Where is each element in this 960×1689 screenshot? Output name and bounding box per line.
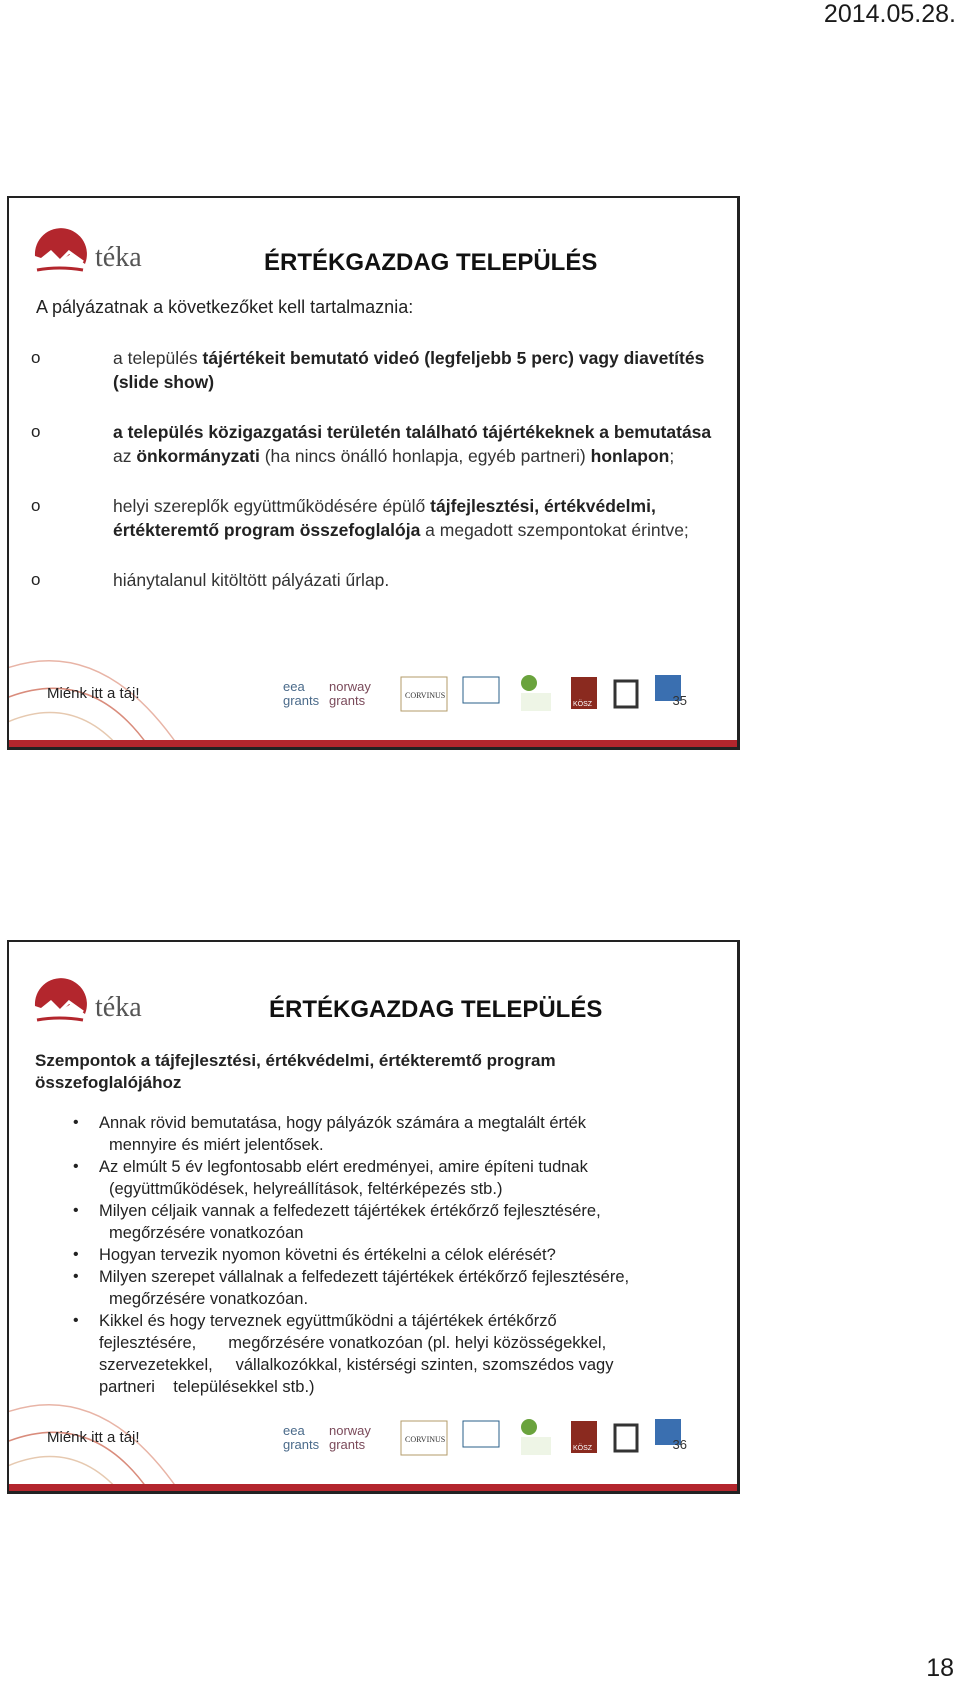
footer-slogan: Miénk itt a táj! <box>47 685 140 702</box>
bullet-icon: • <box>73 1158 79 1175</box>
list-marker: o <box>31 348 41 367</box>
pi-logo <box>615 1425 637 1451</box>
list-item-text: mennyire és miért jelentősek. <box>109 1136 324 1154</box>
list-item-text: megőrzésére vonatkozóan <box>109 1224 304 1242</box>
svg-text:KÖSZ: KÖSZ <box>573 1445 593 1452</box>
list-item <box>33 1244 693 1266</box>
list-item <box>33 1112 693 1156</box>
svg-text:CORVINUS: CORVINUS <box>405 1435 446 1444</box>
list-item <box>33 1200 693 1244</box>
list-item-text: Az elmúlt 5 év legfontosabb elért eredményei, amire építeni tudnak <box>99 1158 588 1176</box>
list-marker: o <box>31 570 41 589</box>
list-item-text: tájértékeit bemutató videó (legfeljebb 5 perc) vagy diavetítés (slide show) <box>113 348 705 392</box>
partner-logos <box>281 671 721 721</box>
teka-emblem-icon <box>31 974 91 1034</box>
list-item-text: megőrzésére vonatkozóan. <box>109 1290 309 1308</box>
eea-grants-logo: eea <box>283 1423 305 1438</box>
list-item <box>31 568 721 592</box>
list-marker: o <box>31 496 41 515</box>
green-org-logo <box>521 675 537 691</box>
list-item-text: Kikkel és hogy terveznek együttműködni a tájértékek értékőrző <box>99 1312 557 1330</box>
list-item <box>31 494 721 542</box>
list-item-text: honlapon <box>590 446 670 466</box>
list-marker: o <box>31 422 41 441</box>
list-item-text: (ha nincs önálló honlapja, egyéb partneri) <box>259 446 591 466</box>
footer-bar <box>9 740 737 747</box>
list-item-text: Milyen céljaik vannak a felfedezett tájértékek értékőrző fejlesztésére, <box>99 1202 601 1220</box>
slide-number: 35 <box>672 693 687 708</box>
slide-number: 36 <box>672 1437 687 1452</box>
slide-title: ÉRTÉKGAZDAG TELEPÜLÉS <box>264 249 598 276</box>
svg-text:grants: grants <box>329 693 366 708</box>
green-org-logo <box>521 1419 537 1435</box>
list-item-text: fejlesztésére, megőrzésére vonatkozóan (pl. helyi közösségekkel, <box>99 1334 607 1352</box>
teka-emblem-icon <box>31 224 91 284</box>
footer-bar <box>9 1484 737 1491</box>
bullet-icon: • <box>73 1312 79 1329</box>
norway-grants-logo: norway <box>329 1423 371 1438</box>
list-item <box>33 1156 693 1200</box>
list-item-text: helyi szereplők együttműködésére épülő <box>113 496 431 516</box>
teka-logo <box>31 974 156 1034</box>
partner-logos <box>281 1415 721 1465</box>
list-item-text: önkormányzati <box>136 446 260 466</box>
slide-36 <box>7 940 740 1494</box>
list-item-text: a megadott szempontokat érintve; <box>420 520 689 540</box>
bullet-icon: • <box>73 1114 79 1131</box>
list-item <box>31 420 721 468</box>
fosz-logo <box>463 677 499 703</box>
list-item-text: (együttműködések, helyreállítások, feltérképezés stb.) <box>109 1180 503 1198</box>
requirements-list <box>31 346 721 618</box>
list-item <box>31 346 721 394</box>
list-item-text: partneri településekkel stb.) <box>99 1378 315 1396</box>
list-item-text: ; <box>669 446 675 466</box>
fosz-logo <box>463 1421 499 1447</box>
slide-title: ÉRTÉKGAZDAG TELEPÜLÉS <box>269 996 603 1023</box>
slide-subheading: Szempontok a tájfejlesztési, értékvédelmi, értékteremtő program összefoglalójához <box>35 1051 556 1092</box>
norway-grants-logo: norway <box>329 679 371 694</box>
logo-text: téka <box>95 992 142 1023</box>
teka-logo <box>31 224 156 284</box>
slide-intro: A pályázatnak a következőket kell tartalmaznia: <box>36 297 414 317</box>
logo-text: téka <box>95 242 142 273</box>
bullet-icon: • <box>73 1246 79 1263</box>
pi-logo <box>615 681 637 707</box>
list-item-text: az <box>113 446 137 466</box>
list-item-text: szervezetekkel, vállalkozókkal, kistérségi szinten, szomszédos vagy <box>99 1356 614 1374</box>
eea-grants-logo: eea <box>283 679 305 694</box>
list-item-text: a település közigazgatási területén található tájértékeknek a bemutatása <box>113 422 712 442</box>
list-item-text: tájfejlesztési, értékvédelmi, értékteremtő program összefoglalója <box>113 496 656 540</box>
bullet-icon: • <box>73 1202 79 1219</box>
page-number: 18 <box>926 1654 954 1682</box>
list-item-text: a település <box>113 348 203 368</box>
slide-footer <box>9 667 737 747</box>
footer-slogan: Miénk itt a táj! <box>47 1429 140 1446</box>
svg-text:grants: grants <box>329 1437 366 1452</box>
bullet-icon: • <box>73 1268 79 1285</box>
page-date: 2014.05.28. <box>823 0 956 28</box>
list-item-text: Annak rövid bemutatása, hogy pályázók számára a megtalált érték <box>99 1114 587 1132</box>
criteria-list <box>33 1112 693 1398</box>
svg-text:grants: grants <box>283 693 320 708</box>
list-item-text: Hogyan tervezik nyomon követni és értékelni a célok elérését? <box>99 1246 556 1264</box>
list-item <box>33 1266 693 1310</box>
slide-footer <box>9 1411 737 1491</box>
svg-text:grants: grants <box>283 1437 320 1452</box>
slide-35 <box>7 196 740 750</box>
list-item-text: hiánytalanul kitöltött pályázati űrlap. <box>113 570 390 590</box>
list-item-text: Milyen szerepet vállalnak a felfedezett tájértékek értékőrző fejlesztésére, <box>99 1268 630 1286</box>
svg-text:KÖSZ: KÖSZ <box>573 701 593 708</box>
svg-text:CORVINUS: CORVINUS <box>405 691 446 700</box>
